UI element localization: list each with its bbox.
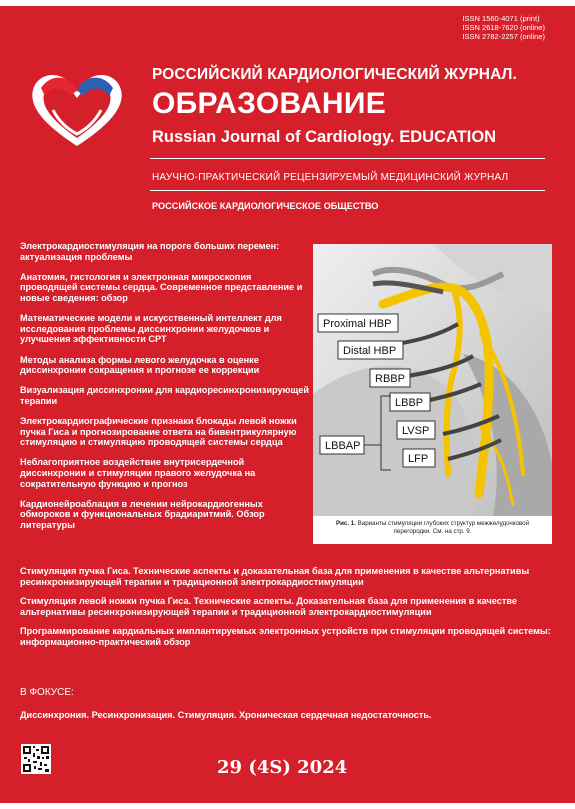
divider-bottom (150, 190, 545, 191)
label-lvsp: LVSP (402, 425, 430, 437)
issn-online-2: ISSN 2782-2257 (online) (462, 32, 545, 41)
label-distal-hbp: Distal HBP (343, 345, 397, 357)
focus-topics: Диссинхрония. Ресинхронизация. Стимуляция. Хроническая сердечная недостаточность. (20, 710, 432, 720)
top-border (0, 0, 575, 6)
journal-title-education: ОБРАЗОВАНИЕ (152, 87, 387, 120)
heart-logo-icon (23, 66, 131, 154)
issn-block (462, 14, 545, 41)
journal-title-ru: РОССИЙСКИЙ КАРДИОЛОГИЧЕСКИЙ ЖУРНАЛ. (152, 66, 517, 83)
figure-caption (317, 520, 548, 536)
toc-item: Кардионейроаблация в лечении нейрокардиогенных обмороков и функциональных брадиаритмий. Обзор литературы (20, 498, 265, 531)
focus-heading: В ФОКУСЕ: (20, 687, 74, 698)
toc-item: Стимуляция пучка Гиса. Технические аспекты и доказательная база для применения в качестве альтернативы ресинхронизирующей терапии и традиционной электрокардиостимуляции (20, 566, 530, 587)
toc-item: Анатомия, гистология и электронная микроскопия проводящей системы сердца. Современное представление и новые сведения: обзор (20, 271, 303, 303)
toc-item: Визуализация диссинхронии для кардиоресинхронизирующей терапии (20, 385, 309, 406)
heart-conduction-illustration (313, 244, 552, 516)
caption-label: Рис. 1. (335, 520, 356, 527)
society-name: РОССИЙСКОЕ КАРДИОЛОГИЧЕСКОЕ ОБЩЕСТВО (152, 201, 379, 211)
journal-title-en: Russian Journal of Cardiology. EDUCATION (152, 128, 497, 146)
toc-item: Стимуляция левой ножки пучка Гиса. Технические аспекты. Доказательная база для применения в качестве альтернативы ресинхронизирующей терапии и традиционной электрокардиостимуляции (20, 596, 518, 617)
table-of-contents (20, 241, 310, 540)
issn-online-1: ISSN 2618-7620 (online) (462, 23, 545, 32)
qr-code-icon (21, 744, 51, 774)
label-lbbp: LBBP (395, 397, 424, 409)
label-rbbp: RBBP (375, 373, 405, 385)
toc-item: Методы анализа формы левого желудочка в оценке диссинхронии сокращения и прогнозе ее коррекции (20, 354, 260, 376)
cover-figure (313, 244, 552, 544)
label-proximal-hbp: Proximal HBP (323, 318, 392, 330)
toc-item: Программирование кардиальных имплантируемых электронных устройств при стимуляции проводящей системы: информационно-практический обзор (20, 626, 551, 647)
bottom-border (0, 803, 575, 809)
issue-number: 29 (4S) 2024 (217, 757, 348, 778)
label-lfp: LFP (408, 453, 429, 465)
table-of-contents-wide (20, 566, 555, 657)
caption-text: Варианты стимуляции глубоких структур межжелудочковой перегородки. См. на стр. 9. (355, 520, 530, 535)
toc-item: Электрокардиографические признаки блокады левой ножки пучка Гиса и прогнозирование ответа на бивентрикулярную стимуляцию и стимуляцию проводящей системы сердца (20, 416, 297, 448)
issn-print: ISSN 1560-4071 (print) (462, 14, 540, 23)
journal-subtitle: НАУЧНО-ПРАКТИЧЕСКИЙ РЕЦЕНЗИРУЕМЫЙ МЕДИЦИНСКИЙ ЖУРНАЛ (152, 172, 509, 183)
divider-top (150, 158, 545, 159)
label-lbbap: LBBAP (325, 440, 361, 452)
toc-item: Неблагоприятное воздействие внутрисердечной диссинхронии и стимуляции правого желудочка на сократительную функцию и прогноз (20, 457, 256, 489)
toc-item: Электрокардиостимуляция на пороге больших перемен: актуализация проблемы (20, 241, 280, 262)
toc-item: Математические модели и искусственный интеллект для исследования проблемы диссинхронии желудочков и улучшения эффективности СРТ (20, 313, 282, 345)
